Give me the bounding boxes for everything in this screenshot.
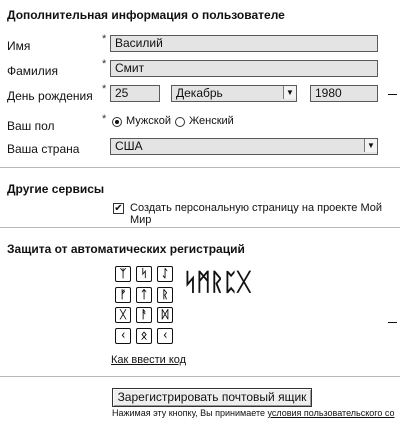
- last-name-label: Фамилия: [7, 64, 58, 78]
- section-divider: [0, 376, 400, 377]
- last-name-field[interactable]: Смит: [110, 60, 378, 77]
- section-divider: [0, 167, 400, 168]
- chevron-down-icon: ▼: [364, 139, 377, 152]
- create-page-checkbox[interactable]: [113, 203, 124, 214]
- captcha-key[interactable]: ᛟ: [136, 328, 152, 344]
- birthday-label: День рождения: [7, 89, 93, 103]
- first-name-label: Имя: [7, 39, 31, 53]
- dash-marker: [388, 94, 397, 95]
- birthday-month-select[interactable]: [171, 85, 297, 102]
- required-mark: *: [102, 58, 107, 70]
- terms-link[interactable]: условия пользовательского со: [267, 408, 395, 418]
- gender-label: Ваш пол: [7, 119, 55, 133]
- section-title-captcha: Защита от автоматических регистраций: [7, 242, 245, 256]
- captcha-key[interactable]: ᛇ: [157, 266, 173, 282]
- captcha-key[interactable]: ᚲ: [115, 328, 131, 344]
- gender-male-label[interactable]: Мужской: [126, 115, 171, 127]
- register-mailbox-button[interactable]: Зарегистрировать почтовый ящик: [112, 388, 312, 407]
- captcha-key[interactable]: ᚲ: [157, 328, 173, 344]
- captcha-key[interactable]: ᛞ: [157, 307, 173, 323]
- country-select[interactable]: [110, 138, 378, 155]
- terms-note: [112, 408, 394, 418]
- captcha-key[interactable]: ᚨ: [136, 307, 152, 323]
- captcha-help-link[interactable]: Как ввести код: [111, 354, 187, 366]
- country-value: США: [110, 138, 378, 155]
- create-page-label[interactable]: Создать персональную страницу на проекте Мой Мир: [130, 202, 382, 226]
- section-divider: [0, 227, 400, 228]
- country-label: Ваша страна: [7, 142, 80, 156]
- birthday-year-field[interactable]: 1980: [310, 85, 378, 102]
- dash-marker: [388, 322, 397, 323]
- captcha-keyboard: [110, 262, 180, 348]
- captcha-key[interactable]: ᛋ: [136, 266, 152, 282]
- gender-female-label[interactable]: Женский: [189, 115, 234, 127]
- required-mark: *: [102, 83, 107, 95]
- birthday-month-value: Декабрь: [171, 85, 297, 102]
- birthday-day-field[interactable]: 25: [110, 85, 160, 102]
- captcha-key[interactable]: ᛏ: [136, 287, 152, 303]
- first-name-field[interactable]: Василий: [110, 35, 378, 52]
- captcha-image: ᛋᛗᚱᛈᚷ: [183, 268, 250, 296]
- captcha-key[interactable]: ᚷ: [115, 307, 131, 323]
- captcha-key[interactable]: ᚱ: [157, 287, 173, 303]
- captcha-key[interactable]: ᚠ: [115, 287, 131, 303]
- captcha-key[interactable]: ᛉ: [115, 266, 131, 282]
- section-title-services: Другие сервисы: [7, 182, 105, 196]
- section-title-personal: Дополнительная информация о пользователе: [7, 8, 285, 22]
- required-mark: *: [102, 33, 107, 45]
- gender-female-radio[interactable]: [175, 117, 185, 127]
- checkmark-icon: ✔: [114, 203, 123, 214]
- required-mark: *: [102, 113, 107, 125]
- chevron-down-icon: ▼: [283, 86, 296, 99]
- gender-male-radio[interactable]: [112, 117, 122, 127]
- terms-note-text: Нажимая эту кнопку, Вы принимаете: [112, 408, 268, 418]
